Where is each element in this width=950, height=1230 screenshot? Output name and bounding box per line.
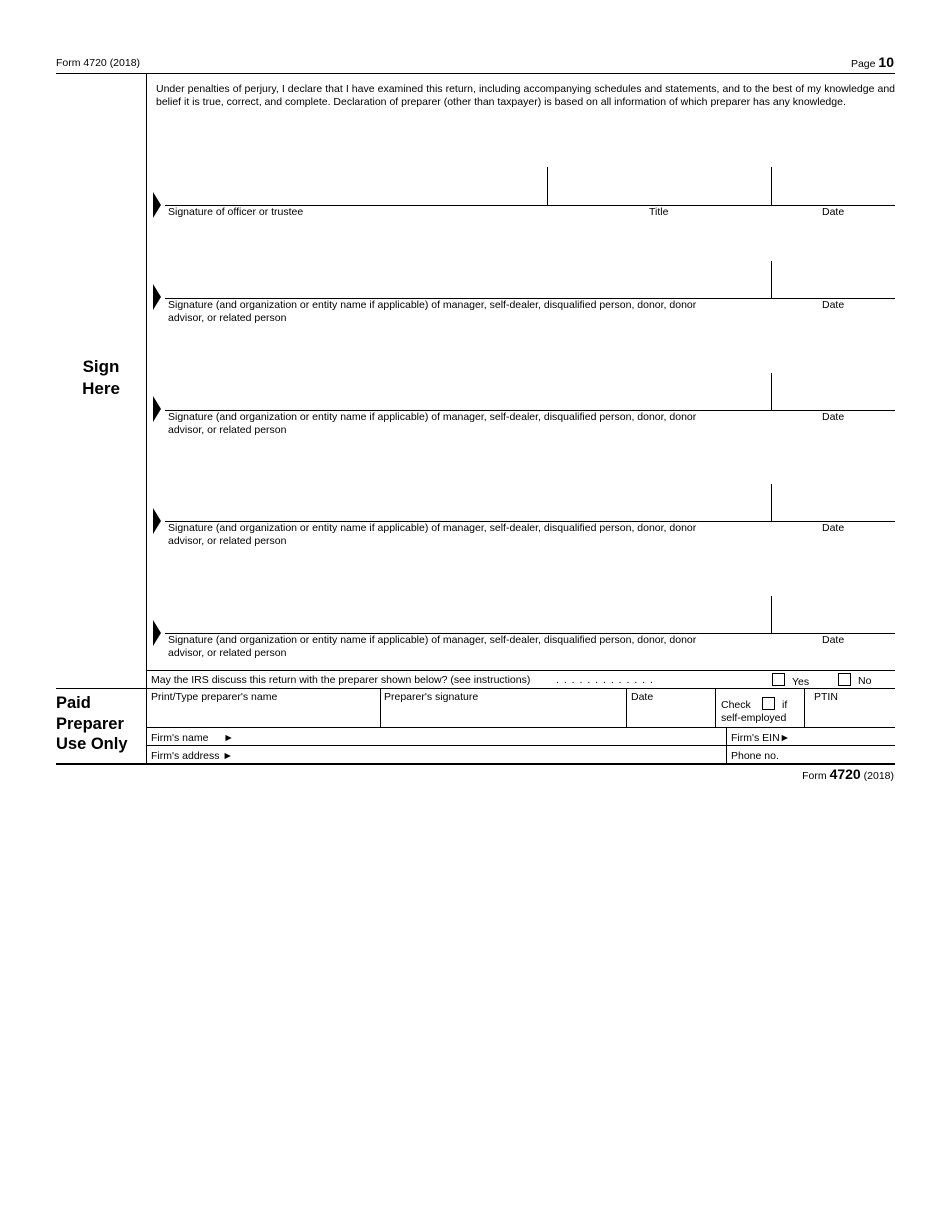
arrow-icon: ► [222,750,233,762]
signature-label-3 [168,522,696,548]
date-divider [771,596,772,633]
signature-label-1 [168,299,696,325]
header-rule [56,73,895,74]
date-label-4: Date [822,634,845,646]
signature-label-line2: advisor, or related person [168,647,287,659]
discuss-no-label: No [858,675,872,687]
preparer-top-rule [56,688,895,689]
phone-label: Phone no. [731,750,779,762]
preparer-title-line3: Use Only [56,735,128,753]
firm-address-text: Firm's address [151,750,220,762]
preparer-title-line1: Paid [56,694,91,712]
paid-preparer-title [56,693,128,755]
footer-form-number: 4720 [829,766,861,782]
preparer-signature-label: Preparer's signature [384,691,479,703]
sign-here-line2: Here [82,379,120,398]
firm-ein-field[interactable] [800,729,892,744]
page-indicator [851,54,894,70]
col-divider [380,688,381,727]
officer-title-label: Title [649,206,669,218]
title-divider [547,167,548,205]
preparer-title-line2: Preparer [56,714,124,733]
ptin-label: PTIN [814,691,838,703]
firm-address-label [151,750,233,763]
row-rule [146,727,895,728]
signature-label-2 [168,411,696,437]
sign-arrow-icon [153,192,161,218]
phone-field[interactable] [790,747,892,762]
sign-here-line1: Sign [82,357,120,376]
page-number: 10 [878,54,894,70]
footer-form-id [802,766,894,782]
firm-name-field[interactable] [240,729,722,744]
col-divider [804,688,805,727]
date-label-2: Date [822,411,845,423]
preparer-date-field[interactable] [631,705,711,725]
self-employed-label: self-employed [721,712,787,724]
sign-here-label [56,356,146,400]
firm-ein-label [731,732,790,745]
sign-arrow-icon [153,508,161,534]
if-label: if [782,699,788,711]
page-label: Page [850,58,876,70]
arrow-icon: ► [779,732,791,744]
footer-form-word: Form [802,770,827,782]
col-divider [715,688,716,727]
col-divider [626,688,627,727]
date-label-1: Date [822,299,845,311]
date-divider [771,373,772,410]
date-divider [771,167,772,205]
discuss-top-rule [146,670,895,671]
firm-ein-text: Firm's EIN [731,732,780,744]
signature-label-line1: Signature (and organization or entity name if applicable) of manager, self-dealer, disqualified person, donor, donor [168,634,697,646]
footer-year: (2018) [863,770,894,782]
sign-arrow-icon [153,396,161,422]
preparer-date-label: Date [631,691,654,703]
signature-label-line1: Signature (and organization or entity name if applicable) of manager, self-dealer, disqualified person, donor, donor [168,522,697,534]
discuss-question: May the IRS discuss this return with the preparer shown below? (see instructions) [151,674,531,686]
discuss-no-checkbox[interactable] [838,673,851,686]
preparer-name-field[interactable] [151,705,376,725]
signature-label-line2: advisor, or related person [168,424,287,436]
date-divider [771,261,772,298]
ptin-field[interactable] [814,705,892,725]
firm-name-label [151,732,234,745]
preparer-signature-field[interactable] [384,705,622,725]
leader-dots: . . . . . . . . . . . . . [556,674,654,686]
date-divider [771,484,772,521]
date-label-3: Date [822,522,845,534]
form-bottom-rule [56,763,895,765]
form-id: Form 4720 (2018) [56,57,141,69]
check-label: Check [721,699,751,711]
officer-signature-label: Signature of officer or trustee [168,206,304,218]
arrow-icon: ► [223,732,234,744]
signature-label-line2: advisor, or related person [168,535,287,547]
firm-name-text: Firm's name [151,732,209,744]
row-rule [146,745,895,746]
signature-label-line1: Signature (and organization or entity name if applicable) of manager, self-dealer, disqualified person, donor, donor [168,411,697,423]
officer-date-label: Date [822,206,845,218]
perjury-declaration: Under penalties of perjury, I declare that I have examined this return, including accompanying schedules and statements, and to the best of my knowledge and belief it is true, correct, and complete. Declaration of preparer (other than taxpayer) is based on all information of which preparer has any knowledge. [156,83,895,108]
section-divider [146,73,147,764]
self-employed-checkbox[interactable] [762,697,775,710]
signature-label-line2: advisor, or related person [168,312,287,324]
firm-address-field[interactable] [240,747,722,762]
sign-arrow-icon [153,284,161,310]
signature-label-line1: Signature (and organization or entity name if applicable) of manager, self-dealer, disqualified person, donor, donor [168,299,697,311]
discuss-yes-label: Yes [792,676,810,688]
signature-label-4 [168,634,696,660]
preparer-name-label: Print/Type preparer's name [151,691,278,703]
sign-arrow-icon [153,620,161,646]
discuss-yes-checkbox[interactable] [772,673,785,686]
